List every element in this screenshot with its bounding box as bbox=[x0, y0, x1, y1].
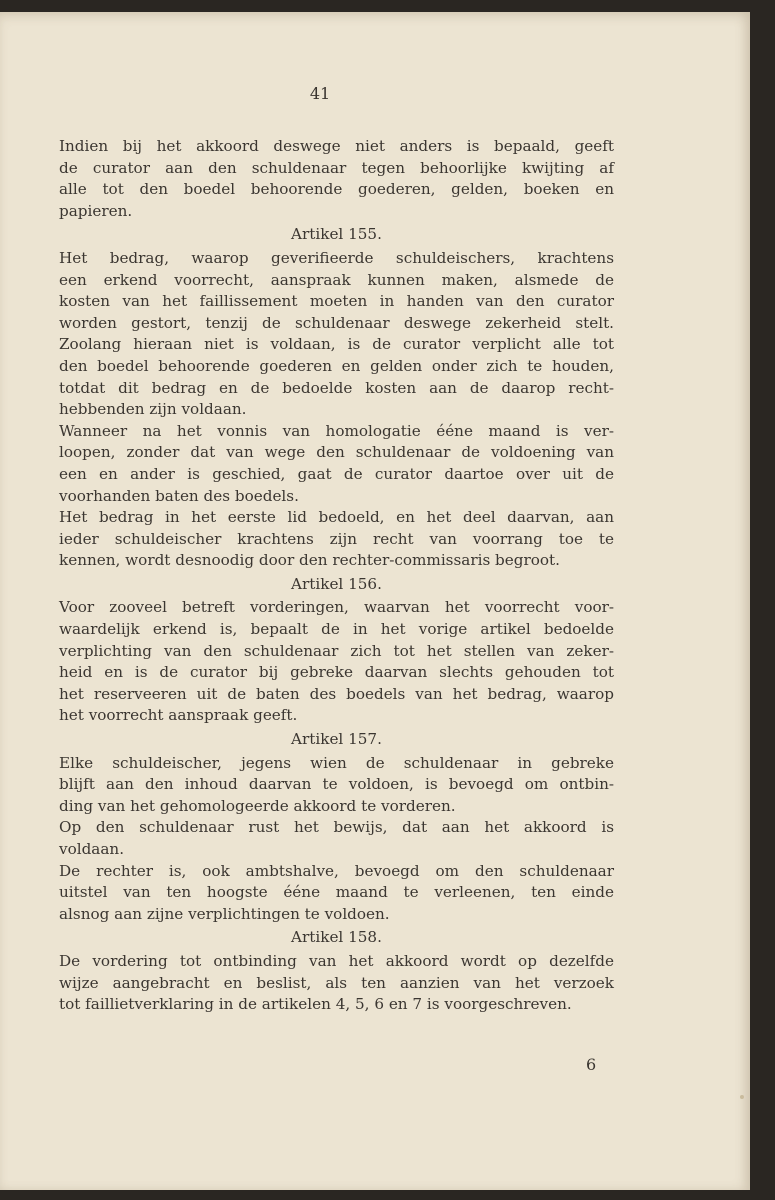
text-line: Elke schuldeischer, jegens wien de schuldenaar in gebreke bbox=[59, 753, 614, 772]
paragraph bbox=[59, 136, 614, 222]
text-line: Wanneer na het vonnis van homologatie ééne maand is ver- bbox=[59, 421, 614, 440]
text-line: heid en is de curator bij gebreke daarvan slechts gehouden tot bbox=[59, 663, 614, 682]
paragraph bbox=[59, 248, 614, 421]
text-line: ieder schuldeischer krachtens zijn recht van voorrang toe te bbox=[59, 529, 614, 548]
text-line: wijze aangebracht en beslist, als ten aanzien van het verzoek bbox=[59, 973, 614, 992]
text-line: Het bedrag in het eerste lid bedoeld, en het deel daarvan, aan bbox=[59, 508, 614, 527]
text-line: voldaan. bbox=[59, 840, 125, 858]
text-line: worden gestort, tenzij de schuldenaar deswege zekerheid stelt. bbox=[59, 313, 614, 332]
text-line: den boedel behoorende goederen en gelden onder zich te houden, bbox=[59, 356, 614, 375]
paragraph bbox=[59, 507, 614, 572]
paper-speck bbox=[740, 1095, 744, 1099]
text-line: verplichting van den schuldenaar zich tot het stellen van zeker- bbox=[59, 641, 614, 660]
text-line: voorhanden baten des boedels. bbox=[59, 486, 299, 505]
text-line: Het bedrag, waarop geverifieerde schuldeischers, krachtens bbox=[59, 248, 614, 267]
text-line: waardelijk erkend is, bepaalt de in het vorige artikel bedoelde bbox=[59, 620, 614, 639]
text-line: Indien bij het akkoord deswege niet anders is bepaald, geeft bbox=[59, 137, 614, 155]
text-line: tot faillietverklaring in de artikelen 4, 5, 6 en 7 is voorgeschreven. bbox=[59, 995, 572, 1014]
article-heading: Artikel 158. bbox=[291, 928, 382, 947]
text-line: kennen, wordt desnoodig door den rechter-commissaris begroot. bbox=[59, 551, 560, 570]
paragraph bbox=[59, 753, 614, 818]
text-line: blijft aan den inhoud daarvan te voldoen, is bevoegd om ontbin- bbox=[59, 775, 614, 794]
text-line: De rechter is, ook ambtshalve, bevoegd om den schuldenaar bbox=[59, 861, 614, 880]
page-number: 41 bbox=[309, 84, 331, 103]
text-line: papieren. bbox=[59, 201, 133, 220]
article-heading: Artikel 156. bbox=[291, 574, 382, 593]
text-line: een en ander is geschied, gaat de curator daartoe over uit de bbox=[59, 464, 614, 483]
text-line: uitstel van ten hoogste ééne maand te verleenen, ten einde bbox=[59, 883, 614, 902]
text-line: een erkend voorrecht, aanspraak kunnen maken, alsmede de bbox=[59, 270, 614, 289]
signature-mark: 6 bbox=[586, 1055, 597, 1074]
article-heading: Artikel 157. bbox=[291, 730, 382, 749]
text-line: Zoolang hieraan niet is voldaan, is de curator verplicht alle tot bbox=[59, 335, 614, 354]
text-line: alsnog aan zijne verplichtingen te voldoen. bbox=[59, 904, 390, 923]
text-line: loopen, zonder dat van wege den schuldenaar de voldoening van bbox=[59, 443, 614, 462]
text-line: de curator aan den schuldenaar tegen behoorlijke kwijting af bbox=[59, 158, 614, 177]
text-line: Op den schuldenaar rust het bewijs, dat aan het akkoord is bbox=[59, 818, 614, 837]
text-line: het voorrecht aanspraak geeft. bbox=[59, 706, 298, 725]
article-heading: Artikel 155. bbox=[291, 225, 382, 244]
paper-sheet bbox=[0, 12, 750, 1190]
text-line: totdat dit bedrag en de bedoelde kosten aan de daarop recht- bbox=[59, 378, 614, 397]
body-text bbox=[59, 136, 614, 1016]
text-line: kosten van het faillissement moeten in handen van den curator bbox=[59, 292, 614, 311]
paragraph bbox=[59, 597, 614, 727]
paragraph bbox=[59, 951, 614, 1016]
text-line: ding van het gehomologeerde akkoord te vorderen. bbox=[59, 796, 456, 815]
text-line: het reserveeren uit de baten des boedels van het bedrag, waarop bbox=[59, 684, 614, 703]
text-line: De vordering tot ontbinding van het akkoord wordt op dezelfde bbox=[59, 951, 614, 970]
text-line: Voor zooveel betreft vorderingen, waarvan het voorrecht voor- bbox=[59, 598, 614, 617]
paragraph bbox=[59, 421, 614, 507]
text-line: hebbenden zijn voldaan. bbox=[59, 400, 247, 419]
text-line: alle tot den boedel behoorende goederen, gelden, boeken en bbox=[59, 180, 614, 199]
paragraph bbox=[59, 861, 614, 926]
paragraph bbox=[59, 817, 614, 860]
